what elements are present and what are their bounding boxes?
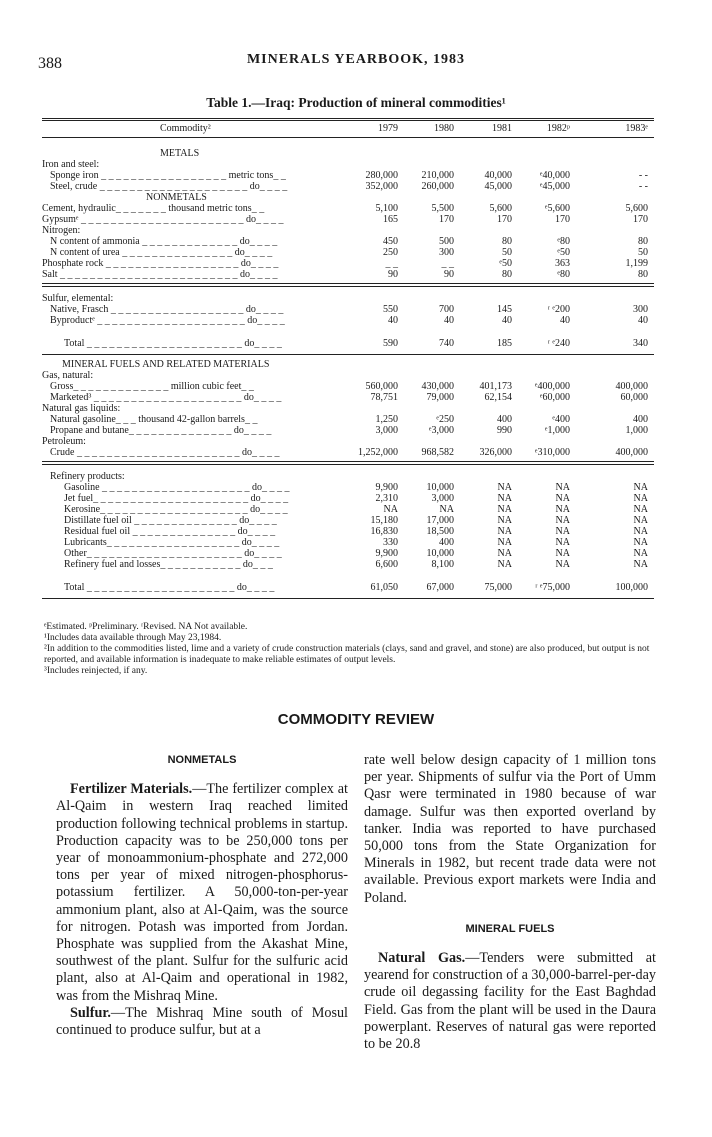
row-label: Iron and steel: (42, 159, 100, 170)
table-row (42, 482, 652, 493)
table-row (42, 258, 652, 269)
cell-value: 17,000 (426, 515, 454, 526)
cell-value: NA (497, 504, 512, 515)
cell-value: 10,000 (426, 548, 454, 559)
cell-value: 50 (638, 247, 648, 258)
cell-value: 40 (638, 315, 648, 326)
nonmetals-heading: NONMETALS (167, 754, 237, 766)
header-commodity: Commodity² (160, 123, 211, 134)
row-label: METALS (160, 148, 200, 159)
cell-value: 90 (444, 269, 454, 280)
cell-value: 145 (497, 304, 512, 315)
table-row (42, 170, 652, 181)
cell-value: 9,900 (375, 548, 398, 559)
fertilizer-title: Fertilizer Materials. (70, 781, 193, 798)
cell-value: 5,600 (489, 203, 512, 214)
cell-value: 9,900 (375, 482, 398, 493)
cell-value: 280,000 (365, 170, 398, 181)
section-heading-row (42, 148, 652, 159)
cell-value: NA (555, 504, 570, 515)
cell-value: 75,000 (484, 582, 512, 593)
table-row (42, 548, 652, 559)
cell-value: NA (497, 526, 512, 537)
cell-value: NA (633, 482, 648, 493)
cell-value: NA (633, 559, 648, 570)
cell-value: NA (555, 482, 570, 493)
table-row (42, 293, 652, 304)
footnotes (44, 622, 656, 677)
sulfur-paragraph (56, 1005, 348, 1039)
cell-value: ᵉ50 (499, 258, 512, 269)
cell-value: 5,600 (625, 203, 648, 214)
cell-value: 170 (633, 214, 648, 225)
cell-value: ᵉ50 (557, 247, 570, 258)
table-row (42, 526, 652, 537)
cell-value: NA (497, 515, 512, 526)
section-heading-row (42, 359, 652, 370)
cell-value: ᵉ3,000 (428, 425, 454, 436)
cell-value: - - (638, 181, 648, 192)
cell-value: 590 (383, 338, 398, 349)
row-label: Refinery products: (50, 471, 125, 482)
cell-value: 40 (444, 315, 454, 326)
row-label: Native, Frasch _ _ _ _ _ _ _ _ _ _ _ _ _ _ _ _ _ _ do_ _ _ _ (50, 304, 284, 315)
table-row (42, 269, 652, 280)
cell-value: 550 (383, 304, 398, 315)
cell-value: 330 (383, 537, 398, 548)
row-label: Gas, natural: (42, 370, 94, 381)
row-label: N content of ammonia _ _ _ _ _ _ _ _ _ _ _ _ _ do_ _ _ _ (50, 236, 278, 247)
table-header (42, 121, 652, 137)
cell-value: 90 (388, 269, 398, 280)
header-1981: 1981 (492, 123, 512, 134)
row-label: Marketed³ _ _ _ _ _ _ _ _ _ _ _ _ _ _ _ _ _ _ _ _ do_ _ _ _ (50, 392, 282, 403)
row-label: Residual fuel oil _ _ _ _ _ _ _ _ _ _ _ _ _ _ do_ _ _ _ (64, 526, 276, 537)
cell-value: 79,000 (426, 392, 454, 403)
cell-value: - - (638, 170, 648, 181)
cell-value: 326,000 (479, 447, 512, 458)
footnote: ᵉEstimated. ᵖPreliminary. ʳRevised. NA Not available. (44, 622, 248, 632)
cell-value: NA (555, 548, 570, 559)
row-label: Kerosine_ _ _ _ _ _ _ _ _ _ _ _ _ _ _ _ _ _ _ _ do_ _ _ _ (64, 504, 288, 515)
cell-value: NA (633, 493, 648, 504)
fertilizer-text: —The fertilizer complex at Al-Qaim in western Iraq reached limited production following technical problems in startup. Production capacity was to be 250,000 tons per year of monoammonium-phosphate and 272,000 tons per year of mixed nitrogen-phosphorus-potassium fertilizer. A 50,000-ton-per-year ammonium plant, also at Al-Qaim, was the source for nitrogen. Potash was imported from Jordan. Phosphate was supplied from the Akashat Mine, southwest of the plant. Sulfur for the sulfuric acid plant, also at Al-Qaim and operational in 1982, was from the Mishraq Mine. (56, 781, 349, 1004)
cell-value: 1,252,000 (358, 447, 398, 458)
total-row (42, 582, 652, 593)
footnote: ³Includes reinjected, if any. (44, 666, 148, 676)
cell-value: 990 (497, 425, 512, 436)
cell-value: 210,000 (421, 170, 454, 181)
gas-text: —Tenders were submitted at yearend for construction of a 30,000-barrel-per-day crude oil degassing facility for the East Baghdad Field. Gas from the plant will be used in the Daura powerplant. Reserves of natural gas were reported to be 20.8 (364, 950, 657, 1053)
row-label: Jet fuel_ _ _ _ _ _ _ _ _ _ _ _ _ _ _ _ _ _ _ _ _ do_ _ _ _ (64, 493, 289, 504)
gas-title: Natural Gas. (378, 950, 466, 967)
table-row (42, 471, 652, 482)
cell-value: NA (555, 537, 570, 548)
cell-value: 40 (502, 315, 512, 326)
cell-value: ᵉ250 (436, 414, 454, 425)
row-label: Lubricants_ _ _ _ _ _ _ _ _ _ _ _ _ _ _ _ _ _ do_ _ _ _ (64, 537, 280, 548)
cell-value: NA (555, 559, 570, 570)
cell-value: 67,000 (426, 582, 454, 593)
cell-value: 170 (555, 214, 570, 225)
cell-value: ᵉ400 (552, 414, 570, 425)
header-1980: 1980 (434, 123, 454, 134)
cell-value: 6,600 (375, 559, 398, 570)
cell-value: 300 (633, 304, 648, 315)
table-row (42, 304, 652, 315)
production-table (42, 121, 652, 603)
table-row (42, 225, 652, 236)
cell-value: NA (383, 504, 398, 515)
table-row (42, 436, 652, 447)
cell-value: 340 (633, 338, 648, 349)
cell-value: 8,100 (431, 559, 454, 570)
section-heading-row (42, 192, 652, 203)
table-row (42, 447, 652, 458)
table-top-rule (42, 118, 654, 119)
cell-value: NA (555, 515, 570, 526)
cell-value: ʳ ᵉ200 (547, 304, 570, 315)
mineral-fuels-heading: MINERAL FUELS (465, 922, 555, 935)
cell-value: 60,000 (620, 392, 648, 403)
table-row (42, 403, 652, 414)
cell-value: ᵉ45,000 (539, 181, 570, 192)
cell-value: 450 (383, 236, 398, 247)
row-label: Gypsumᵉ _ _ _ _ _ _ _ _ _ _ _ _ _ _ _ _ _ _ _ _ _ _ do_ _ _ _ (42, 214, 284, 225)
cell-value: ᵉ40,000 (539, 170, 570, 181)
cell-value: NA (633, 515, 648, 526)
cell-value: 968,582 (421, 447, 454, 458)
cell-value: 40,000 (484, 170, 512, 181)
cell-value: ʳ ᵉ75,000 (535, 582, 570, 593)
section-rule (42, 464, 654, 465)
cell-value: ᵉ80 (557, 269, 570, 280)
row-label: Total _ _ _ _ _ _ _ _ _ _ _ _ _ _ _ _ _ _ _ _ do_ _ _ _ (64, 582, 275, 593)
cell-value: 10,000 (426, 482, 454, 493)
table-row (42, 203, 652, 214)
table-row (42, 381, 652, 392)
table-body (42, 148, 652, 599)
row-label: Other_ _ _ _ _ _ _ _ _ _ _ _ _ _ _ _ _ _ _ _ _ do_ _ _ _ (64, 548, 282, 559)
cell-value: 3,000 (375, 425, 398, 436)
cell-value: 50 (502, 247, 512, 258)
header-1982: 1982ᵖ (546, 123, 570, 134)
cell-value: 61,050 (370, 582, 398, 593)
table-row (42, 559, 652, 570)
cell-value: NA (633, 526, 648, 537)
row-label: Natural gas liquids: (42, 403, 121, 414)
cell-value: 1,000 (625, 425, 648, 436)
cell-value: NA (497, 493, 512, 504)
cell-value: ᵉ1,000 (544, 425, 570, 436)
header-1983: 1983ᵉ (625, 123, 648, 134)
cell-value: NA (555, 493, 570, 504)
table-row (42, 214, 652, 225)
cell-value: 170 (439, 214, 454, 225)
table-row (42, 236, 652, 247)
cell-value: 400 (439, 537, 454, 548)
total-rule (42, 354, 654, 355)
table-row (42, 326, 652, 335)
table-row (42, 247, 652, 258)
cell-value: 18,500 (426, 526, 454, 537)
fertilizer-paragraph (56, 781, 348, 1005)
cell-value: 40 (560, 315, 570, 326)
cell-value: ᵉ5,600 (544, 203, 570, 214)
cell-value: NA (439, 504, 454, 515)
table-row (42, 537, 652, 548)
table-row (42, 414, 652, 425)
table-row (42, 570, 652, 579)
cell-value: 3,000 (431, 493, 454, 504)
table-row (42, 493, 652, 504)
cell-value: ᵉ80 (557, 236, 570, 247)
cell-value: 100,000 (615, 582, 648, 593)
cell-value: 170 (497, 214, 512, 225)
row-label: MINERAL FUELS AND RELATED MATERIALS (62, 359, 270, 370)
row-label: Steel, crude _ _ _ _ _ _ _ _ _ _ _ _ _ _ _ _ _ _ _ _ do_ _ _ _ (50, 181, 288, 192)
row-label: Total _ _ _ _ _ _ _ _ _ _ _ _ _ _ _ _ _ _ _ _ _ do_ _ _ _ (64, 338, 282, 349)
row-label: Nitrogen: (42, 225, 81, 236)
cell-value: 400 (633, 414, 648, 425)
cell-value: 5,100 (375, 203, 398, 214)
row-label: Byproductᵉ _ _ _ _ _ _ _ _ _ _ _ _ _ _ _ _ _ _ _ _ do_ _ _ _ (50, 315, 285, 326)
cell-value: 250 (383, 247, 398, 258)
table-row (42, 392, 652, 403)
cell-value: 740 (439, 338, 454, 349)
row-label: Salt _ _ _ _ _ _ _ _ _ _ _ _ _ _ _ _ _ _ _ _ _ _ _ _ do_ _ _ _ (42, 269, 278, 280)
table-row (42, 159, 652, 170)
cell-value: 560,000 (365, 381, 398, 392)
cell-value: 300 (439, 247, 454, 258)
cell-value: 62,154 (484, 392, 512, 403)
cell-value: 352,000 (365, 181, 398, 192)
row-label: Distillate fuel oil _ _ _ _ _ _ _ _ _ _ _ _ _ _ do_ _ _ _ (64, 515, 277, 526)
cell-value: 80 (502, 269, 512, 280)
row-label: NONMETALS (146, 192, 207, 203)
cell-value: NA (633, 504, 648, 515)
cell-value: 165 (383, 214, 398, 225)
cell-value: 400,000 (615, 381, 648, 392)
cell-value: 363 (555, 258, 570, 269)
cell-value: 430,000 (421, 381, 454, 392)
cell-value: _ _ (441, 258, 454, 269)
cell-value: 400 (497, 414, 512, 425)
row-label: Gasoline _ _ _ _ _ _ _ _ _ _ _ _ _ _ _ _ _ _ _ _ do_ _ _ _ (64, 482, 290, 493)
row-label: Cement, hydraulic_ _ _ _ _ _ _ thousand metric tons_ _ (42, 203, 265, 214)
footnote: ¹Includes data available through May 23,1984. (44, 633, 222, 643)
cell-value: 1,250 (375, 414, 398, 425)
cell-value: 80 (502, 236, 512, 247)
cell-value: 260,000 (421, 181, 454, 192)
cell-value: 185 (497, 338, 512, 349)
cell-value: 16,830 (370, 526, 398, 537)
table-row (42, 425, 652, 436)
page-number: 388 (38, 55, 62, 72)
cell-value: _ _ (385, 258, 398, 269)
cell-value: ᵉ400,000 (534, 381, 570, 392)
cell-value: 80 (638, 236, 648, 247)
sulfur-continued: rate well below design capacity of 1 million tons per year. Shipments of sulfur via the Port of Umm Qasr were terminated in 1980 because of war damage. Sulfur was then exported overland by tanker. India was reported to have purchased 50,000 tons from the State Organization for Minerals in 1982, but recent trade data were not available. Previous export markets were India and Poland. (364, 752, 656, 906)
table-row (42, 504, 652, 515)
row-label: Crude _ _ _ _ _ _ _ _ _ _ _ _ _ _ _ _ _ _ _ _ _ _ do_ _ _ _ (50, 447, 280, 458)
cell-value: NA (633, 537, 648, 548)
cell-value: NA (497, 482, 512, 493)
row-label: Phosphate rock _ _ _ _ _ _ _ _ _ _ _ _ _ _ _ _ _ _ do_ _ _ _ (42, 258, 279, 269)
row-label: Propane and butane_ _ _ _ _ _ _ _ _ _ _ _ _ _ do_ _ _ _ (50, 425, 272, 436)
cell-value: 5,500 (431, 203, 454, 214)
cell-value: ʳ ᵉ240 (547, 338, 570, 349)
cell-value: ᵉ60,000 (539, 392, 570, 403)
table-row (42, 370, 652, 381)
row-label: Sulfur, elemental: (42, 293, 114, 304)
cell-value: NA (497, 548, 512, 559)
row-label: Natural gasoline_ _ _ thousand 42-gallon barrels_ _ (50, 414, 258, 425)
sulfur-text: —The Mishraq Mine south of Mosul continued to produce sulfur, but at a (56, 1004, 348, 1039)
row-label: Gross_ _ _ _ _ _ _ _ _ _ _ _ _ million cubic feet_ _ (50, 381, 254, 392)
section-rule (42, 283, 654, 284)
table-title: Table 1.—Iraq: Production of mineral commodities¹ (206, 95, 506, 110)
left-column (56, 752, 348, 1039)
cell-value: 45,000 (484, 181, 512, 192)
table-row (42, 315, 652, 326)
sulfur-title: Sulfur. (70, 1004, 111, 1021)
section-rule (42, 286, 654, 287)
cell-value: 500 (439, 236, 454, 247)
cell-value: 78,751 (370, 392, 398, 403)
cell-value: ᵉ310,000 (534, 447, 570, 458)
cell-value: 700 (439, 304, 454, 315)
cell-value: NA (555, 526, 570, 537)
footnote: ²In addition to the commodities listed, lime and a variety of crude construction materials (clays, sand and gravel, and stone) are also produced, but output is not reported, and available information is inadequate to make reliable estimates of output levels. (44, 644, 650, 665)
table-row (42, 181, 652, 192)
row-label: Sponge iron _ _ _ _ _ _ _ _ _ _ _ _ _ _ _ _ _ metric tons_ _ (50, 170, 286, 181)
cell-value: 400,000 (615, 447, 648, 458)
right-column (364, 752, 656, 1053)
row-label: Refinery fuel and losses_ _ _ _ _ _ _ _ _ _ _ do_ _ _ (64, 559, 273, 570)
total-row (42, 338, 652, 349)
cell-value: 40 (388, 315, 398, 326)
total-rule (42, 598, 654, 599)
cell-value: 401,173 (479, 381, 512, 392)
cell-value: 2,310 (375, 493, 398, 504)
table-row (42, 515, 652, 526)
cell-value: 1,199 (625, 258, 648, 269)
cell-value: NA (633, 548, 648, 559)
gas-paragraph (364, 950, 656, 1053)
commodity-review-heading: COMMODITY REVIEW (277, 711, 435, 728)
cell-value: NA (497, 559, 512, 570)
cell-value: 15,180 (370, 515, 398, 526)
row-label: Petroleum: (42, 436, 86, 447)
row-label: N content of urea _ _ _ _ _ _ _ _ _ _ _ _ _ _ _ do_ _ _ _ (50, 247, 273, 258)
header-1979: 1979 (378, 123, 398, 134)
cell-value: 80 (638, 269, 648, 280)
cell-value: NA (497, 537, 512, 548)
running-head: MINERALS YEARBOOK, 1983 (246, 52, 466, 67)
section-rule (42, 461, 654, 462)
header-rule (42, 137, 654, 138)
